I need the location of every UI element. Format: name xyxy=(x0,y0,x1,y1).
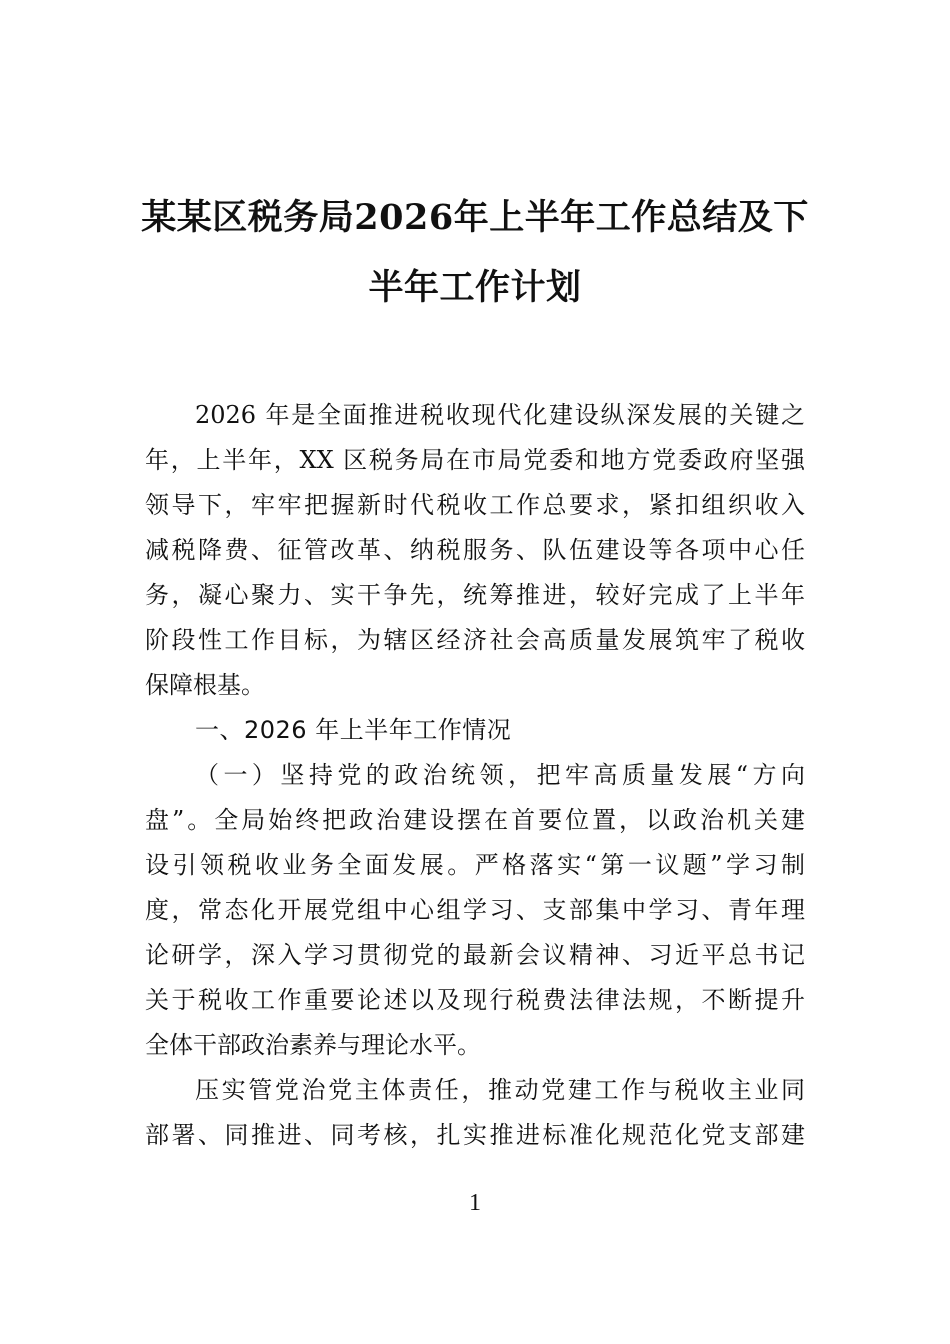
subsection-line-2: 盘”。全局始终把政治建设摆在首要位置，以政治机关建 xyxy=(145,806,805,834)
intro-line-5: 务，凝心聚力、实干争先，统筹推进，较好完成了上半年 xyxy=(145,581,805,609)
intro-line-7: 保障根基。 xyxy=(145,671,265,699)
section-heading: 一、2026 年上半年工作情况 xyxy=(195,716,512,744)
paragraph2-line-1: 压实管党治党主体责任，推动党建工作与税收主业同 xyxy=(195,1076,805,1104)
intro-line-6: 阶段性工作目标，为辖区经济社会高质量发展筑牢了税收 xyxy=(145,626,805,654)
subsection-line-6: 关于税收工作重要论述以及现行税费法律法规，不断提升 xyxy=(145,986,805,1014)
subsection-line-1: （一）坚持党的政治统领，把牢高质量发展“方向 xyxy=(195,761,805,789)
paragraph2-line-2: 部署、同推进、同考核，扎实推进标准化规范化党支部建 xyxy=(145,1121,805,1149)
intro-line-1: 2026 年是全面推进税收现代化建设纵深发展的关键之 xyxy=(195,401,805,429)
intro-line-2: 年，上半年，XX 区税务局在市局党委和地方党委政府坚强 xyxy=(145,446,805,474)
document-title-line-2: 半年工作计划 xyxy=(368,267,582,308)
subsection-line-5: 论研学，深入学习贯彻党的最新会议精神、习近平总书记 xyxy=(145,941,805,969)
subsection-line-7: 全体干部政治素养与理论水平。 xyxy=(145,1031,481,1059)
intro-line-3: 领导下，牢牢把握新时代税收工作总要求，紧扣组织收入 xyxy=(145,491,805,519)
document-title-line-1: 某某区税务局2026年上半年工作总结及下 xyxy=(141,197,809,238)
subsection-line-3: 设引领税收业务全面发展。严格落实“第一议题”学习制 xyxy=(145,851,805,879)
intro-line-4: 减税降费、征管改革、纳税服务、队伍建设等各项中心任 xyxy=(145,536,805,564)
subsection-line-4: 度，常态化开展党组中心组学习、支部集中学习、青年理 xyxy=(145,896,805,924)
page-number: 1 xyxy=(469,1190,481,1216)
